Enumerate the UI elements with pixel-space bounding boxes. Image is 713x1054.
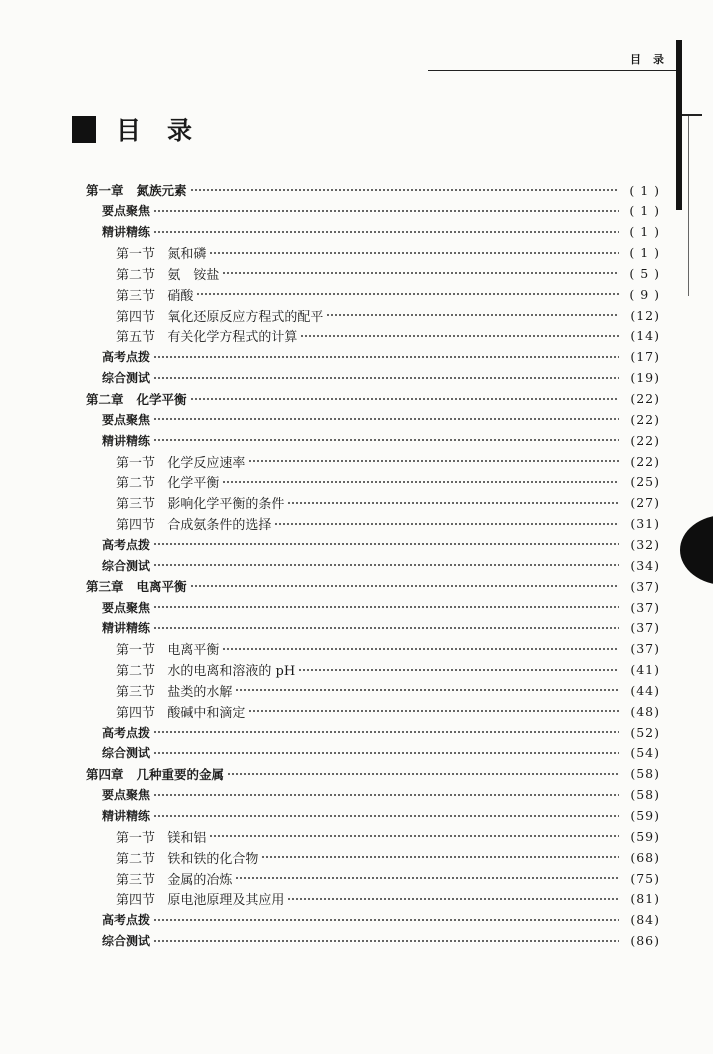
dot-leader <box>274 514 619 534</box>
toc-entry-page: (37) <box>630 578 660 594</box>
toc-entry <box>102 618 660 638</box>
toc-entry-page: ( 1 ) <box>629 182 660 198</box>
toc-entry-page: (54) <box>630 745 660 761</box>
toc-entry-page: (22) <box>630 391 660 406</box>
toc-entry-page: (22) <box>630 432 660 448</box>
toc-entry-page: ( 1 ) <box>629 203 660 219</box>
toc-entry <box>116 243 660 263</box>
dot-leader <box>248 701 619 721</box>
toc-entry-page: (48) <box>630 703 660 719</box>
dot-leader <box>326 305 619 325</box>
toc-entry-page: (37) <box>630 641 660 657</box>
toc-entry-page: (34) <box>630 557 660 573</box>
toc-entry <box>86 180 660 200</box>
dot-leader <box>300 326 619 346</box>
toc-entry-label: 综合测试 <box>102 371 151 386</box>
edge-bar <box>676 40 682 210</box>
dot-leader <box>227 764 619 784</box>
toc-entry-page: (22) <box>630 453 660 469</box>
toc-entry <box>116 639 660 659</box>
toc-entry-page: (84) <box>630 912 660 928</box>
toc-entry-page: (17) <box>630 349 660 365</box>
toc-entry-label: 第三节 金属的冶炼 <box>116 872 233 888</box>
dot-leader <box>153 618 619 638</box>
toc-entry <box>102 910 660 930</box>
toc-entry <box>102 409 660 429</box>
title-block-icon <box>72 116 96 143</box>
toc-entry-page: (41) <box>630 662 660 678</box>
dot-leader <box>153 931 619 951</box>
edge-line <box>688 116 689 296</box>
dot-leader <box>153 785 619 805</box>
toc-entry-label: 第四节 酸碱中和滴定 <box>116 705 246 721</box>
running-head <box>428 50 678 71</box>
dot-leader <box>287 493 619 513</box>
toc-entry-label: 高考点拨 <box>102 537 151 552</box>
dot-leader <box>209 826 619 846</box>
dot-leader <box>196 284 619 304</box>
dot-leader <box>222 639 619 659</box>
toc-entry-page: (25) <box>630 474 660 490</box>
toc-entry-label: 要点聚焦 <box>102 204 151 219</box>
toc-entry-label: 第三节 盐类的水解 <box>116 684 233 700</box>
toc-entry <box>102 555 660 575</box>
toc-entry-page: ( 9 ) <box>629 286 660 302</box>
toc-entry-label: 高考点拨 <box>102 725 151 740</box>
toc-entry-label: 要点聚焦 <box>102 600 151 615</box>
toc-entry-page: (75) <box>630 870 660 886</box>
toc-entry-page: (37) <box>630 599 660 615</box>
toc-entry-page: (68) <box>630 849 660 865</box>
toc-entry <box>102 201 660 221</box>
toc-entry <box>116 701 660 721</box>
toc-entry-label: 综合测试 <box>102 558 151 573</box>
toc-entry-label: 第四节 氧化还原反应方程式的配平 <box>116 309 324 325</box>
toc-entry-label: 第一节 氮和磷 <box>116 247 207 263</box>
dot-leader <box>222 263 619 283</box>
toc-entry-label: 综合测试 <box>102 934 151 949</box>
toc-entry-label: 第一节 化学反应速率 <box>116 455 246 471</box>
dot-leader <box>153 368 619 388</box>
toc-entry-page: (81) <box>630 891 660 907</box>
toc-entry-label: 精讲精练 <box>102 433 151 448</box>
toc-entry <box>116 326 660 346</box>
dot-leader <box>287 889 619 909</box>
toc-entry <box>116 305 660 325</box>
toc-entry-page: ( 1 ) <box>629 224 660 240</box>
toc-entry-label: 精讲精练 <box>102 621 151 636</box>
dot-leader <box>153 597 619 617</box>
dot-leader <box>190 389 619 409</box>
toc-entry-page: (31) <box>630 516 660 532</box>
toc-entry-label: 要点聚焦 <box>102 412 151 427</box>
toc-entry-label: 要点聚焦 <box>102 788 151 803</box>
toc-entry <box>102 430 660 450</box>
toc-entry-page: (44) <box>630 682 660 698</box>
edge-tick <box>682 114 702 116</box>
dot-leader <box>153 555 619 575</box>
dot-leader <box>298 660 619 680</box>
toc-entry <box>116 868 660 888</box>
toc-entry-label: 第三节 硝酸 <box>116 288 194 304</box>
toc-entry-page: (27) <box>630 495 660 511</box>
toc-entry-label: 精讲精练 <box>102 225 151 240</box>
toc-entry <box>116 472 660 492</box>
dot-leader <box>153 347 619 367</box>
dot-leader <box>190 576 619 596</box>
toc-entry-label: 第五节 有关化学方程式的计算 <box>116 330 298 346</box>
toc-entry <box>116 660 660 680</box>
dot-leader <box>209 243 619 263</box>
dot-leader <box>153 201 619 221</box>
toc-entry <box>86 576 660 596</box>
toc-entry-label: 第一节 镁和铝 <box>116 830 207 846</box>
toc-entry-page: ( 5 ) <box>629 265 660 281</box>
toc-entry <box>86 389 660 409</box>
toc-entry-label: 第四节 原电池原理及其应用 <box>116 893 285 909</box>
toc-entry <box>102 785 660 805</box>
toc-entry <box>116 889 660 909</box>
toc-entry-page: (32) <box>630 536 660 552</box>
toc-entry-label: 第一节 电离平衡 <box>116 643 220 659</box>
toc-entry-label: 第二节 铁和铁的化合物 <box>116 851 259 867</box>
toc-entry-label: 综合测试 <box>102 746 151 761</box>
dot-leader <box>153 806 619 826</box>
toc-entry <box>116 826 660 846</box>
toc-entry-page: (22) <box>630 411 660 427</box>
toc-entry-page: (37) <box>630 620 660 636</box>
dot-leader <box>222 472 619 492</box>
toc-entry-page: (59) <box>630 828 660 844</box>
dot-leader <box>153 534 619 554</box>
toc-entry-page: ( 1 ) <box>629 245 660 261</box>
toc-entry-label: 第二章 化学平衡 <box>86 391 187 407</box>
toc-entry <box>116 680 660 700</box>
toc-entry-page: (58) <box>630 766 660 782</box>
toc-entry-label: 第四章 几种重要的金属 <box>86 766 225 782</box>
toc-entry-label: 第三章 电离平衡 <box>86 579 187 595</box>
toc-entry-page: (14) <box>630 328 660 344</box>
toc-entry <box>102 368 660 388</box>
page-title <box>72 113 218 145</box>
dot-leader <box>235 680 619 700</box>
toc-entry-label: 精讲精练 <box>102 809 151 823</box>
dot-leader <box>153 743 619 763</box>
toc-entry-page: (12) <box>630 307 660 323</box>
dot-leader <box>248 451 619 471</box>
thumb-tab <box>680 515 713 585</box>
dot-leader <box>153 430 619 450</box>
toc-entry-label: 第一章 氮族元素 <box>86 183 187 198</box>
dot-leader <box>153 409 619 429</box>
dot-leader <box>261 847 619 867</box>
toc-entry <box>116 493 660 513</box>
toc-entry-label: 第三节 影响化学平衡的条件 <box>116 497 285 513</box>
toc-entry-label: 第二节 水的电离和溶液的 pH <box>116 664 296 680</box>
toc-entry <box>116 263 660 283</box>
toc-entry-page: (59) <box>630 808 660 823</box>
toc-entry-label: 高考点拨 <box>102 350 151 365</box>
toc-entry <box>116 514 660 534</box>
dot-leader <box>153 910 619 930</box>
toc-entry <box>102 931 660 951</box>
toc-entry <box>102 597 660 617</box>
toc-entry <box>102 722 660 742</box>
toc-entry <box>102 222 660 242</box>
toc-entry <box>102 534 660 554</box>
toc-entry <box>116 451 660 471</box>
toc-entry <box>86 764 660 784</box>
toc-entry-page: (86) <box>630 933 660 949</box>
running-head-text: 目录 <box>630 53 676 66</box>
toc-entry <box>102 347 660 367</box>
page-title-text: 目录 <box>116 116 219 145</box>
toc-entry-page: (19) <box>630 370 660 386</box>
dot-leader <box>235 868 619 888</box>
dot-leader <box>190 180 619 200</box>
toc-entry-label: 第四节 合成氨条件的选择 <box>116 518 272 534</box>
toc-entry <box>116 284 660 304</box>
toc-entry <box>102 806 660 826</box>
toc-entry-label: 第二节 化学平衡 <box>116 476 220 492</box>
toc-entry-page: (52) <box>630 724 660 740</box>
toc-entry <box>102 743 660 763</box>
toc-entry-label: 高考点拨 <box>102 913 151 928</box>
toc-entry-page: (58) <box>630 787 660 803</box>
toc-entry <box>116 847 660 867</box>
dot-leader <box>153 722 619 742</box>
dot-leader <box>153 222 619 242</box>
toc-entry-label: 第二节 氨 铵盐 <box>116 267 220 283</box>
